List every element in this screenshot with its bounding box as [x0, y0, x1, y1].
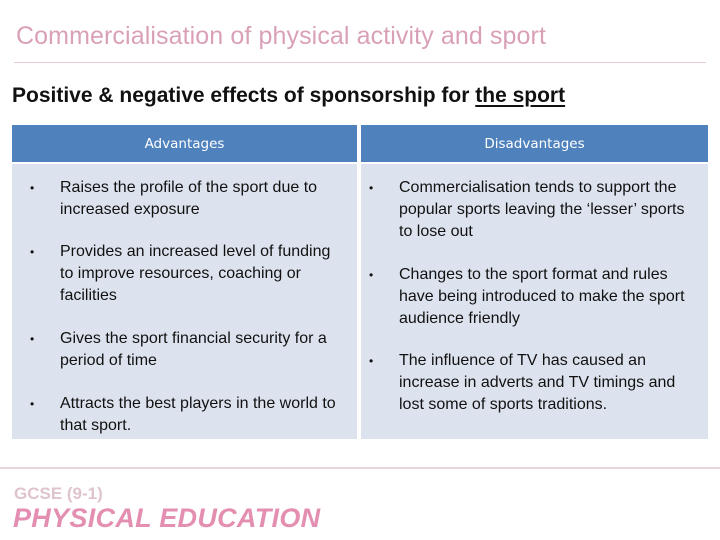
bullet-icon: • — [369, 354, 374, 368]
page-title: Commercialisation of physical activity and sport — [16, 22, 547, 50]
disadvantages-header: Disadvantages — [361, 125, 708, 162]
advantage-item — [30, 177, 348, 221]
disadvantage-item — [369, 264, 699, 330]
subtitle-emphasis: the sport — [475, 84, 566, 107]
advantage-item — [30, 328, 348, 372]
disadvantages-column — [361, 164, 708, 439]
disadvantage-item — [369, 177, 699, 243]
bullet-icon: • — [30, 332, 35, 346]
advantage-text: Raises the profile of the sport due to increased exposure — [60, 179, 318, 218]
bullet-icon: • — [30, 245, 35, 259]
bullet-icon: • — [30, 397, 35, 411]
disadvantage-text: The influence of TV has caused an increase in adverts and TV timings and lost some of sports traditions. — [399, 352, 676, 413]
advantages-column — [12, 164, 357, 439]
subtitle-prefix: Positive & negative effects of sponsorship for — [12, 84, 476, 107]
disadvantage-item — [369, 350, 699, 416]
advantage-text: Provides an increased level of funding to improve resources, coaching or facilities — [60, 243, 331, 304]
gcse-logo-line: GCSE (9-1) — [14, 484, 103, 503]
title-divider — [14, 62, 706, 63]
disadvantage-text: Commercialisation tends to support the popular sports leaving the ‘lesser’ sports to lose out — [399, 179, 685, 240]
advantage-text: Attracts the best players in the world to that sport. — [60, 395, 336, 434]
advantage-text: Gives the sport financial security for a period of time — [60, 330, 327, 369]
advantages-header: Advantages — [12, 125, 357, 162]
footer-divider — [0, 467, 720, 469]
advantage-item — [30, 241, 348, 307]
disadvantage-text: Changes to the sport format and rules have being introduced to make the sport audience friendly — [399, 266, 685, 327]
slide-subtitle — [12, 84, 565, 108]
advantage-item — [30, 393, 348, 437]
bullet-icon: • — [369, 181, 374, 195]
bullet-icon: • — [369, 268, 374, 282]
physical-education-logo: PHYSICAL EDUCATION — [13, 503, 321, 533]
bullet-icon: • — [30, 181, 35, 195]
